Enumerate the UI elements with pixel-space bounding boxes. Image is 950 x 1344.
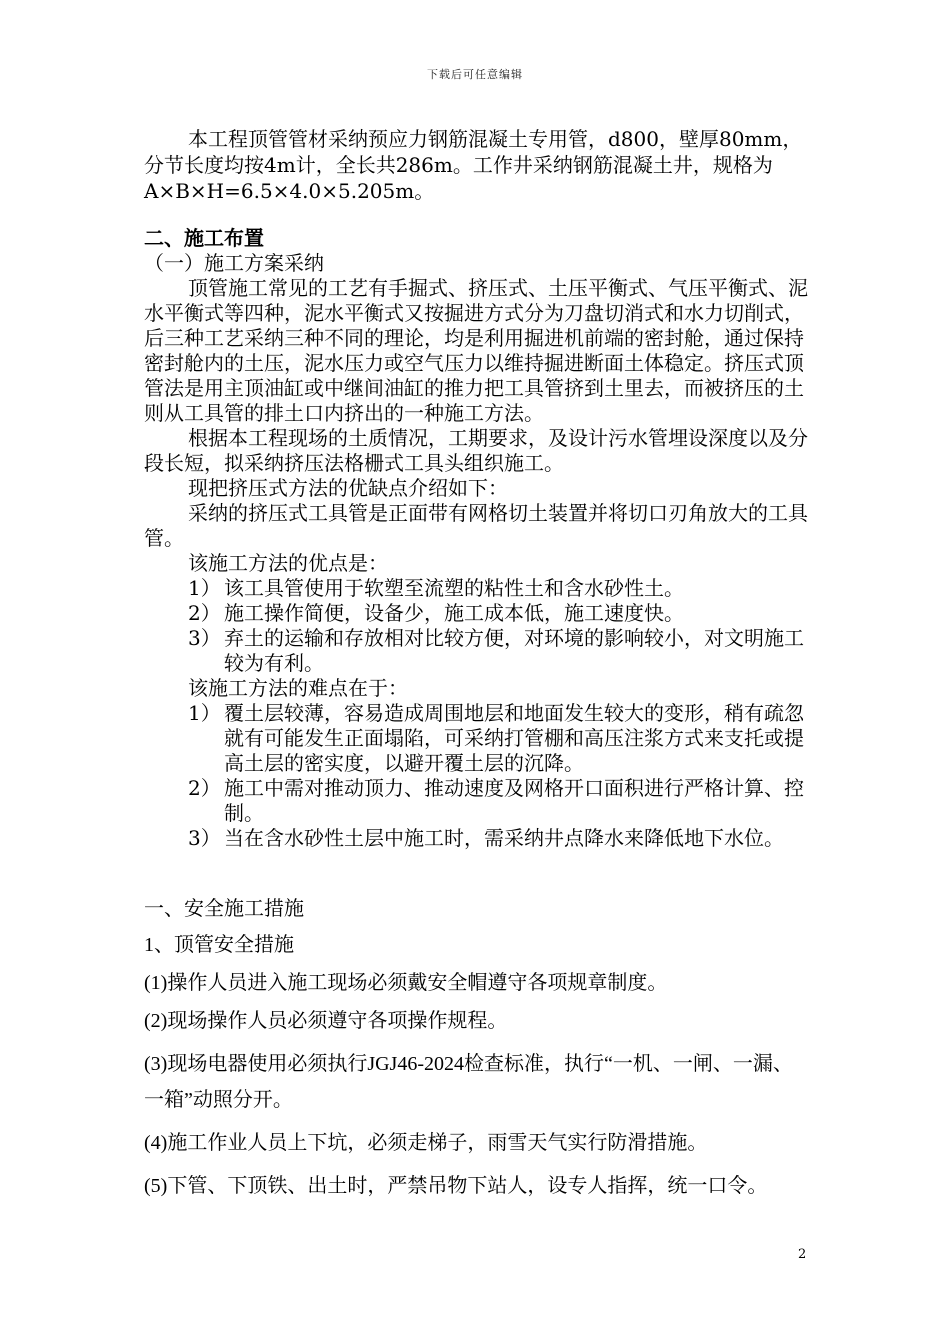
item-text: 施工操作简便，设备少，施工成本低，施工速度快。 bbox=[224, 601, 684, 625]
item-text: 弃土的运输和存放相对比较方便，对环境的影响较小，对文明施工较为有利。 bbox=[224, 626, 804, 675]
page-number: 2 bbox=[798, 1247, 807, 1262]
safety-item: (5)下管、下顶铁、出土时，严禁吊物下站人，设专人指挥，统一口令。 bbox=[144, 1175, 768, 1197]
item-text: 施工中需对推动顶力、推动速度及网格开口面积进行严格计算、控制。 bbox=[224, 776, 804, 825]
section-safety bbox=[144, 896, 809, 1204]
section-construction-layout bbox=[144, 226, 809, 851]
difficulty-item bbox=[144, 701, 809, 776]
item-text: 该工具管使用于软塑至流塑的粘性土和含水砂性土。 bbox=[224, 576, 684, 600]
difficulty-item bbox=[144, 776, 809, 826]
difficulty-item bbox=[144, 826, 809, 851]
item-text: 覆土层较薄，容易造成周围地层和地面发生较大的变形，稍有疏忽就有可能发生正面塌陷，可采纳打管棚和高压注浆方式来支托或提高土层的密实度，以避开覆土层的沉降。 bbox=[224, 701, 804, 775]
safety-item: (4)施工作业人员上下坑，必须走梯子，雨雪天气实行防滑措施。 bbox=[144, 1132, 708, 1154]
item-number: 3） bbox=[188, 626, 221, 650]
item-text: 当在含水砂性土层中施工时，需采纳井点降水来降低地下水位。 bbox=[224, 826, 784, 850]
advantage-item bbox=[144, 576, 809, 601]
paragraph-tool-pipe: 采纳的挤压式工具管是正面带有网格切土装置并将切口刃角放大的工具管。 bbox=[144, 501, 808, 550]
paragraph-soil: 根据本工程现场的土质情况，工期要求，及设计污水管埋设深度以及分段长短，拟采纳挤压法格栅式工具头组织施工。 bbox=[144, 426, 808, 475]
item-number: 2） bbox=[188, 776, 221, 800]
item-number: 3） bbox=[188, 826, 221, 850]
advantages-title: 该施工方法的优点是： bbox=[188, 551, 388, 575]
section-heading: 二、施工布置 bbox=[144, 226, 264, 250]
safety-item: (1)操作人员进入施工现场必须戴安全帽遵守各项规章制度。 bbox=[144, 972, 668, 994]
paragraph-methods: 顶管施工常见的工艺有手掘式、挤压式、土压平衡式、气压平衡式、泥水平衡式等四种，泥水平衡式又按掘进方式分为刀盘切消式和水力切削式，后三种工艺采纳三种不同的理论，均是利用掘进机前端的密封舱，通过保持密封舱内的土压，泥水压力或空气压力以维持掘进断面土体稳定。挤压式顶管法是用主顶油缸或中继间油缸的推力把工具管挤到土里去，而被挤压的土则从工具管的排土口内挤出的一种施工方法。 bbox=[144, 276, 808, 425]
section-heading: 一、安全施工措施 bbox=[144, 898, 304, 920]
intro-block bbox=[144, 126, 809, 204]
page-header: 下载后可任意编辑 bbox=[427, 68, 523, 81]
advantage-item bbox=[144, 601, 809, 626]
subsection-heading: （一）施工方案采纳 bbox=[144, 251, 324, 275]
subsection-heading: 1、顶管安全措施 bbox=[144, 934, 294, 956]
difficulties-title: 该施工方法的难点在于： bbox=[188, 676, 408, 700]
intro-paragraph: 本工程顶管管材采纳预应力钢筋混凝土专用管，d800，壁厚80mm，分节长度均按4m计，全长共286m。工作井采纳钢筋混凝土井，规格为A×B×H=6.5×4.0×5.205m。 bbox=[144, 127, 803, 203]
item-number: 2） bbox=[188, 601, 221, 625]
safety-item: (3)现场电器使用必须执行JGJ46-2024检查标准，执行“一机、一闸、一漏、一箱”动照分开。 bbox=[144, 1053, 793, 1111]
item-number: 1） bbox=[188, 701, 221, 725]
advantage-item bbox=[144, 626, 809, 676]
item-number: 1） bbox=[188, 576, 221, 600]
paragraph-intro-pros-cons: 现把挤压式方法的优缺点介绍如下： bbox=[188, 476, 508, 500]
safety-item: (2)现场操作人员必须遵守各项操作规程。 bbox=[144, 1010, 508, 1032]
